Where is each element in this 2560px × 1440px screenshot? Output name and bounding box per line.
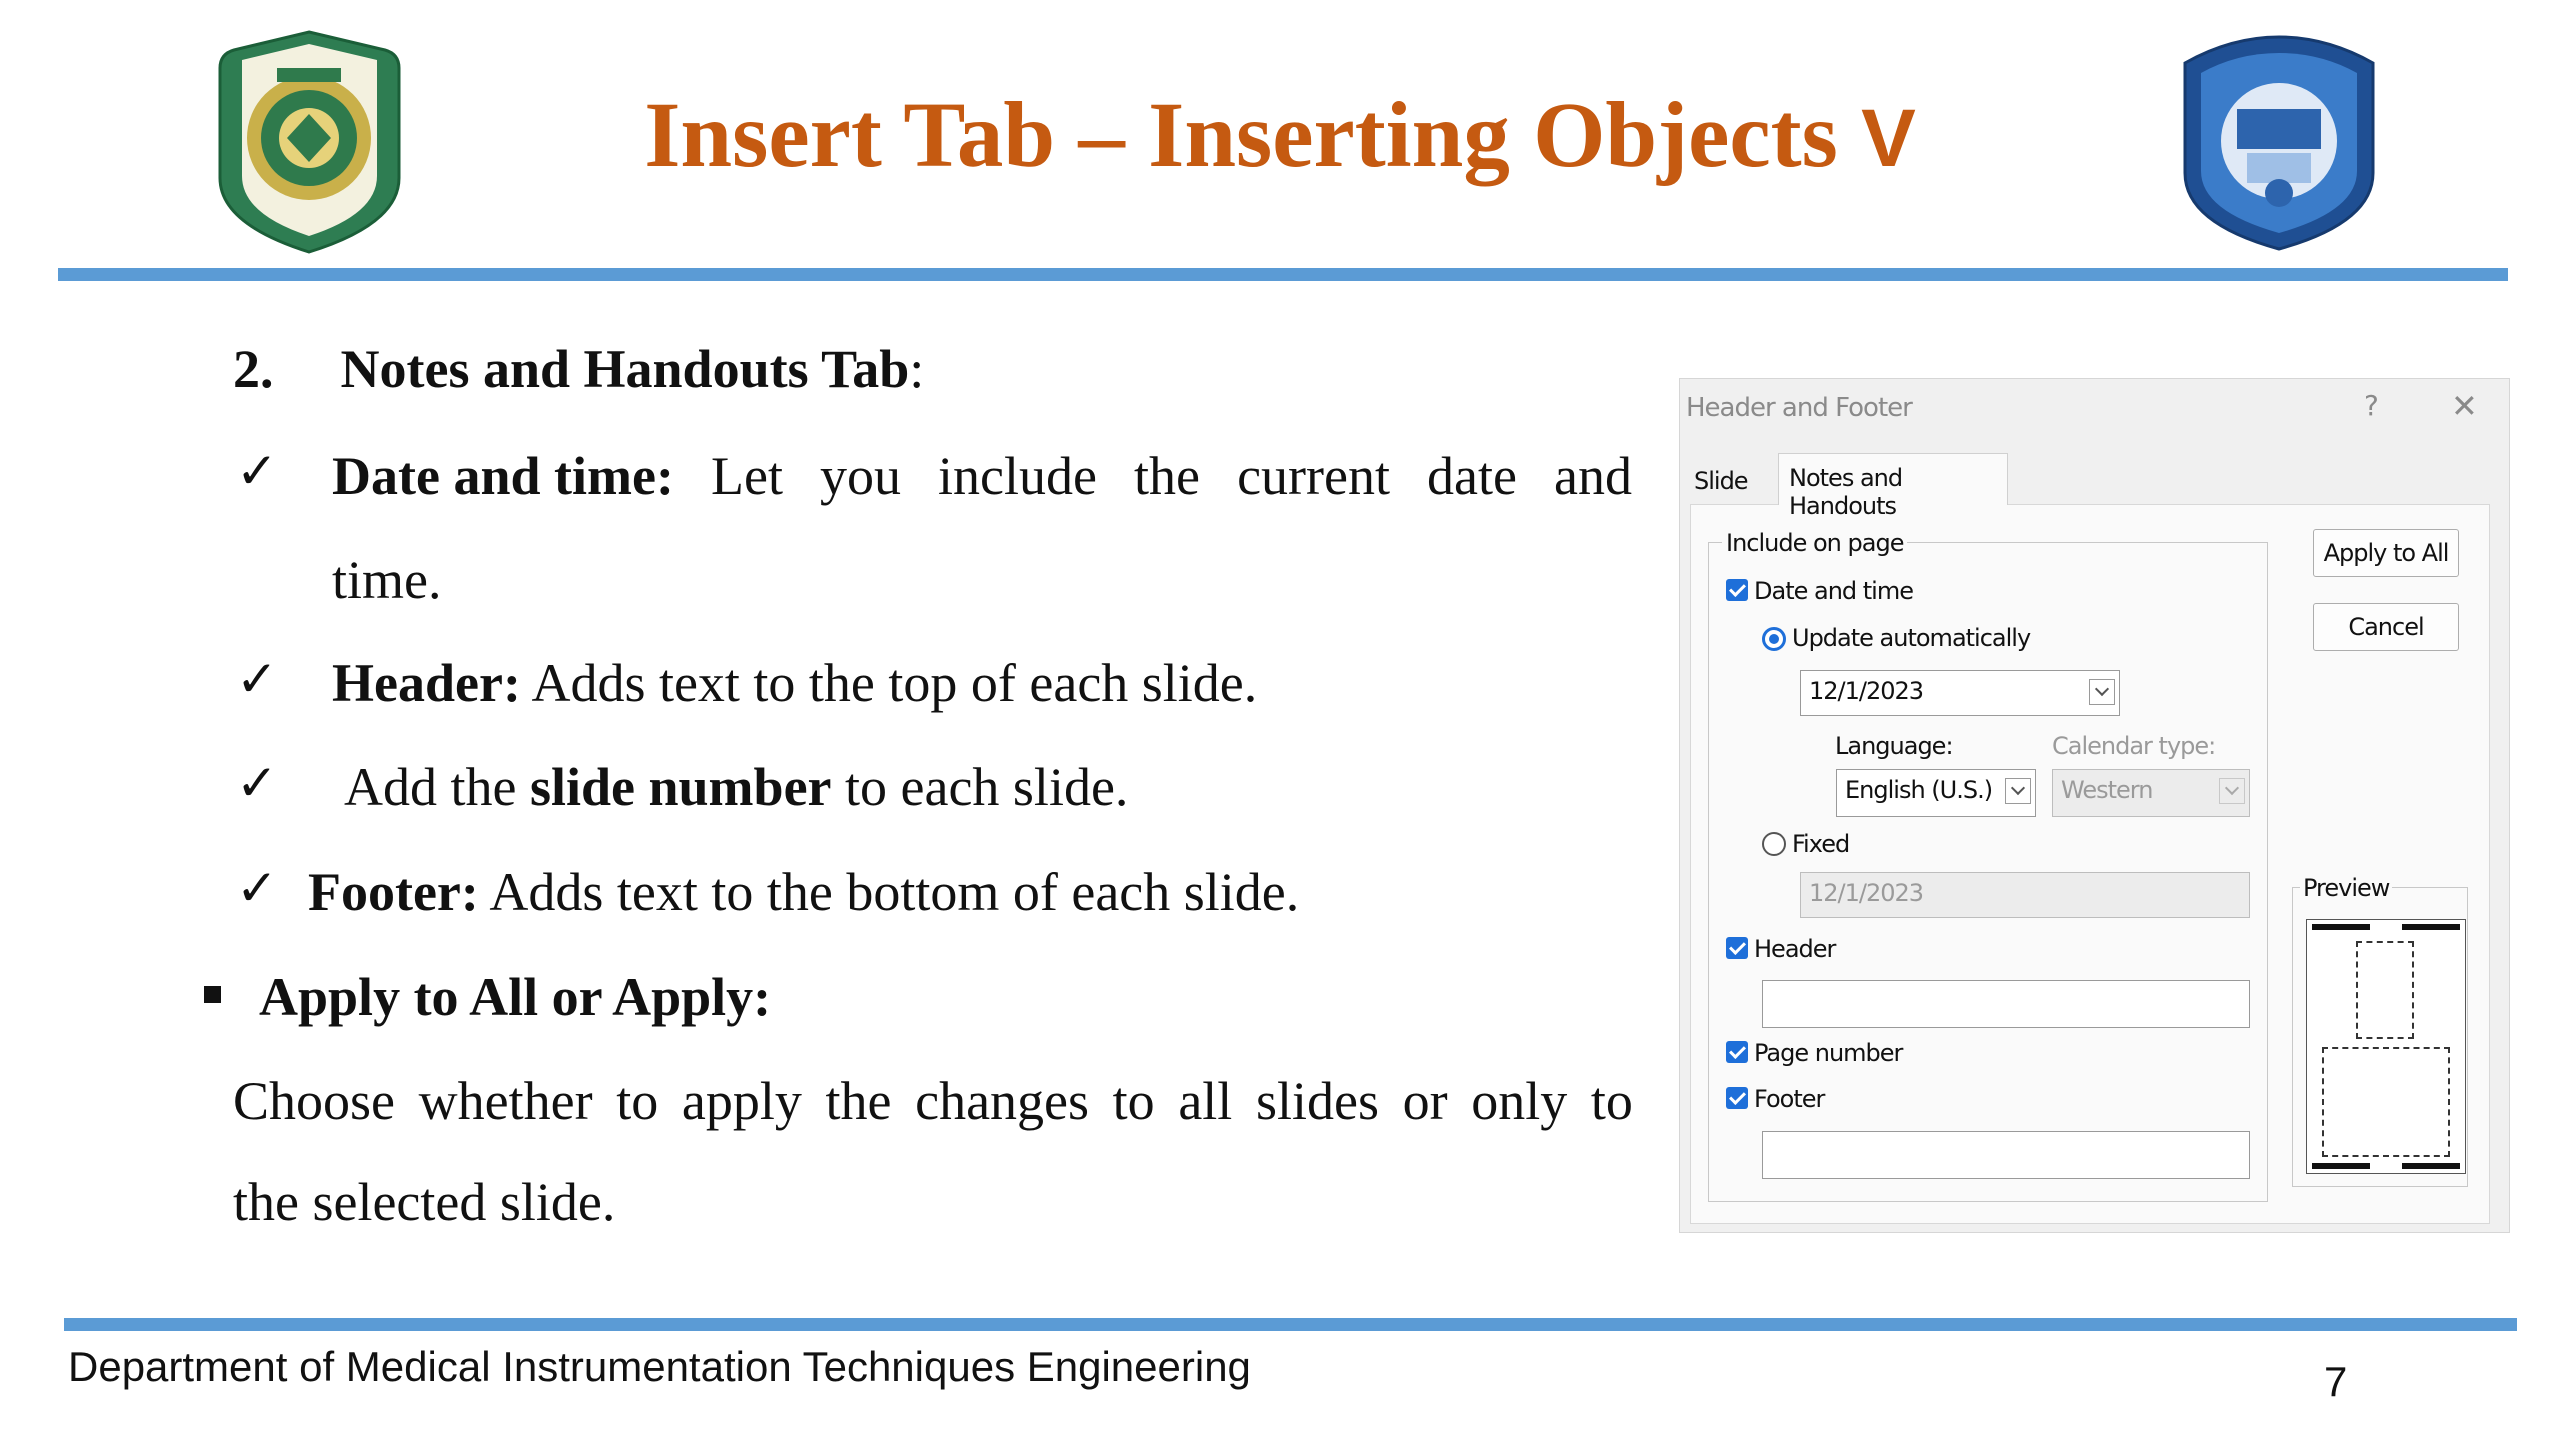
item3-post: to each slide. [831, 757, 1129, 817]
page-number: 7 [2324, 1358, 2348, 1405]
preview-date-mark [2402, 924, 2460, 930]
date-time-line [332, 446, 1632, 506]
footer-line [308, 862, 1300, 922]
item1-continuation: time. [332, 550, 442, 610]
update-automatically-radio[interactable] [1762, 627, 1786, 651]
close-icon[interactable]: ✕ [2451, 387, 2478, 425]
language-select[interactable] [1836, 769, 2036, 817]
heading-bold: Notes and Handouts Tab [340, 339, 910, 399]
department-footer: Department of Medical Instrumentation Techniques Engineering [68, 1343, 1251, 1390]
item1-word: you [820, 446, 901, 506]
apply-continuation: the selected slide. [233, 1172, 616, 1232]
calendar-type-label: Calendar type: [2052, 732, 2216, 760]
calendar-value: Western [2061, 776, 2153, 804]
preview-label: Preview [2300, 874, 2392, 902]
item1-word: Let [710, 446, 783, 506]
fixed-date-value: 12/1/2023 [1809, 879, 1924, 907]
chevron-down-icon [2219, 778, 2245, 804]
footer-label: Footer [1754, 1085, 1825, 1113]
item2-rest: Adds text to the top of each slide. [520, 653, 1258, 713]
apply-word: slides [1255, 1071, 1379, 1131]
title-roman-numeral: V [1861, 93, 1916, 184]
footer-checkbox[interactable] [1726, 1087, 1748, 1109]
tab-slide[interactable]: Slide [1694, 467, 1748, 495]
update-automatically-label: Update automatically [1792, 624, 2031, 652]
checkmark-icon: ✓ [236, 754, 278, 812]
header-label: Header [1754, 935, 1836, 963]
section-heading [233, 339, 925, 399]
title-text: Insert Tab – Inserting Objects [644, 84, 1838, 187]
chevron-down-icon [2005, 778, 2031, 804]
item1-bold: Date and time: [332, 446, 674, 506]
date-time-checkbox[interactable] [1726, 579, 1748, 601]
item3-bold: slide number [529, 757, 832, 817]
header-line [332, 653, 1258, 713]
include-group-label: Include on page [1722, 529, 1907, 557]
apply-heading [259, 967, 772, 1027]
heading-number: 2. [233, 339, 274, 399]
top-divider [58, 268, 2508, 281]
apply-word: apply [681, 1071, 802, 1131]
item1-word: date [1427, 446, 1517, 506]
chevron-down-icon [2089, 679, 2115, 705]
apply-word: to [1590, 1071, 1633, 1131]
apply-word: all [1178, 1071, 1233, 1131]
apply-word: whether [418, 1071, 593, 1131]
preview-header-mark [2312, 924, 2370, 930]
item1-word: include [938, 446, 1097, 506]
slide-title [0, 82, 2560, 189]
fixed-date-input [1800, 872, 2250, 918]
header-footer-dialog [1679, 378, 2510, 1233]
cancel-button[interactable]: Cancel [2313, 603, 2459, 651]
apply-word: changes [915, 1071, 1090, 1131]
checkmark-icon: ✓ [236, 442, 278, 500]
apply-word: to [1112, 1071, 1155, 1131]
help-icon[interactable]: ? [2364, 389, 2379, 422]
item1-word: current [1237, 446, 1390, 506]
fixed-radio[interactable] [1762, 832, 1786, 856]
calendar-type-select [2052, 769, 2250, 817]
item1-word: and [1554, 446, 1632, 506]
date-select-value: 12/1/2023 [1809, 677, 1924, 705]
preview-footer-mark [2312, 1163, 2370, 1169]
square-bullet-icon [204, 986, 221, 1003]
footer-input[interactable] [1762, 1131, 2250, 1179]
apply-word: only [1471, 1071, 1568, 1131]
apply-word: Choose [233, 1071, 395, 1131]
language-value: English (U.S.) [1845, 776, 1993, 804]
checkmark-icon: ✓ [236, 859, 278, 917]
apply-word: to [616, 1071, 659, 1131]
checkmark-icon: ✓ [236, 650, 278, 708]
preview-notes-area [2322, 1047, 2450, 1157]
page-number-checkbox[interactable] [1726, 1041, 1748, 1063]
preview-slide-area [2356, 941, 2414, 1039]
apply-description-line [233, 1071, 1633, 1131]
apply-word: or [1402, 1071, 1448, 1131]
item4-bold: Footer: [308, 862, 479, 922]
tab-notes-handouts[interactable]: Notes and Handouts [1778, 453, 2008, 505]
language-label: Language: [1835, 732, 1953, 760]
item1-word: the [1134, 446, 1201, 506]
item3-pre: Add the [344, 757, 530, 817]
header-checkbox[interactable] [1726, 937, 1748, 959]
slide-number-line [344, 757, 1129, 817]
bottom-divider [64, 1318, 2517, 1331]
apply-to-all-button[interactable]: Apply to All [2313, 529, 2459, 577]
date-time-label: Date and time [1754, 577, 1913, 605]
preview-page-number-mark [2402, 1163, 2460, 1169]
fixed-label: Fixed [1792, 830, 1850, 858]
date-select[interactable] [1800, 670, 2120, 716]
header-input[interactable] [1762, 980, 2250, 1028]
apply-heading-bold: Apply to All or Apply: [259, 967, 772, 1027]
item2-bold: Header: [332, 653, 521, 713]
item4-rest: Adds text to the bottom of each slide. [478, 862, 1300, 922]
apply-word: the [825, 1071, 892, 1131]
heading-colon: : [909, 339, 925, 399]
dialog-title: Header and Footer [1686, 393, 1912, 423]
page-number-label: Page number [1754, 1039, 1903, 1067]
